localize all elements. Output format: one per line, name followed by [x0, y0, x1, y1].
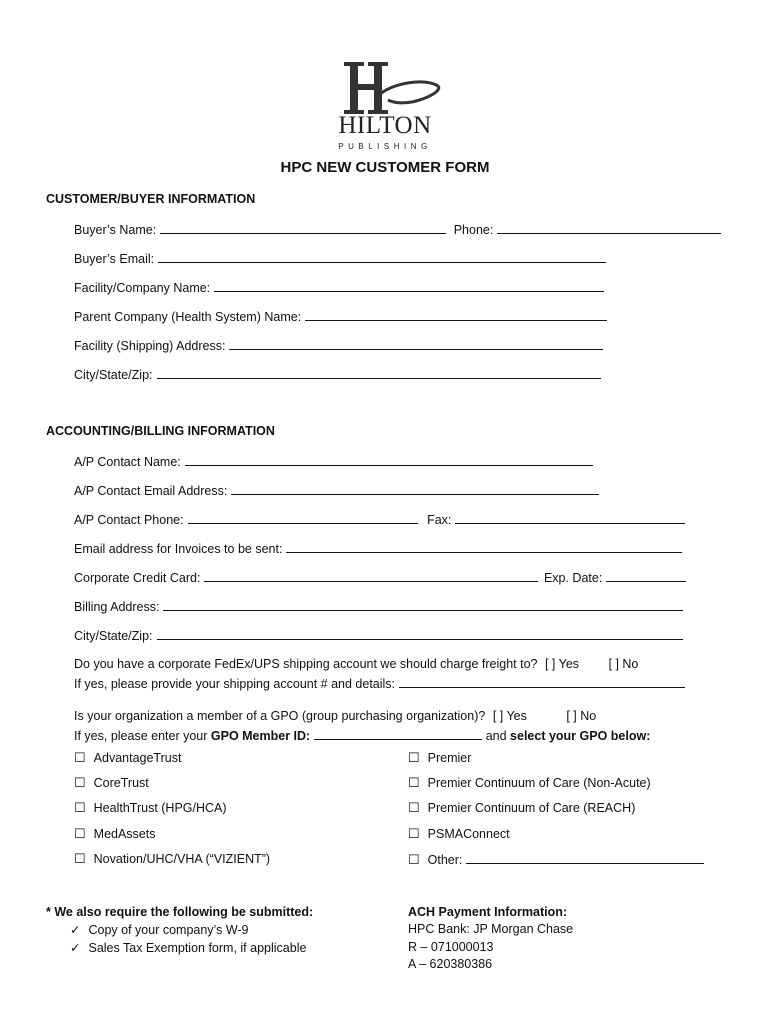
ach-routing: R – 071000013 [408, 940, 494, 954]
billing-city-label: City/State/Zip: [74, 629, 153, 643]
gpo-left-item[interactable] [74, 826, 156, 842]
gpo-right-item[interactable] [408, 851, 704, 868]
parent-company-label: Parent Company (Health System) Name: [74, 310, 302, 324]
freight-details-row [74, 675, 685, 691]
check-icon: ✓ [70, 923, 81, 937]
gpo-member-id-field[interactable] [314, 727, 482, 740]
ap-contact-phone-row [74, 511, 685, 527]
fax-field[interactable] [455, 511, 685, 524]
requirement-item [70, 922, 249, 937]
gpo-member-row [74, 727, 650, 743]
checkbox-icon: ☐ [408, 800, 420, 815]
gpo-question-row [74, 709, 596, 723]
gpo-option-label: AdvantageTrust [93, 751, 182, 765]
buyer-email-row [74, 250, 606, 266]
gpo-yes-option[interactable]: [ ] Yes [492, 709, 527, 723]
buyer-email-field[interactable] [158, 250, 606, 263]
gpo-option-label: Premier Continuum of Care (Non-Acute) [427, 776, 651, 790]
logo-subtitle: PUBLISHING [338, 142, 432, 151]
ap-contact-email-field[interactable] [231, 482, 599, 495]
gpo-left-item[interactable] [74, 800, 227, 816]
billing-section-heading: ACCOUNTING/BILLING INFORMATION [46, 424, 275, 438]
checkbox-icon: ☐ [74, 800, 86, 815]
check-icon: ✓ [70, 941, 81, 955]
gpo-left-item[interactable] [74, 750, 181, 766]
gpo-left-item[interactable] [74, 851, 270, 867]
gpo-left-item[interactable] [74, 775, 149, 791]
requirement-item [70, 940, 306, 955]
checkbox-icon: ☐ [74, 826, 86, 841]
buyer-name-field[interactable] [160, 221, 446, 234]
checkbox-icon: ☐ [74, 775, 86, 790]
ap-contact-name-label: A/P Contact Name: [74, 455, 181, 469]
gpo-question: Is your organization a member of a GPO (group purchasing organization)? [74, 709, 486, 723]
fax-label: Fax: [427, 513, 452, 527]
logo-mark-icon [322, 60, 448, 116]
checkbox-icon: ☐ [408, 775, 420, 790]
gpo-right-item[interactable] [408, 775, 651, 791]
facility-name-field[interactable] [214, 279, 604, 292]
requirements-heading: * We also require the following be submitted: [46, 905, 314, 919]
facility-name-row [74, 279, 604, 295]
exp-date-field[interactable] [606, 569, 686, 582]
form-title: HPC NEW CUSTOMER FORM [280, 159, 490, 176]
gpo-option-label: CoreTrust [93, 776, 149, 790]
gpo-select-label: select your GPO below: [510, 729, 651, 743]
logo-name: HILTON [338, 112, 432, 139]
checkbox-icon: ☐ [408, 852, 420, 867]
exp-date-label: Exp. Date: [543, 571, 603, 585]
phone-field[interactable] [497, 221, 721, 234]
gpo-right-item[interactable] [408, 750, 471, 766]
buyer-name-row [74, 221, 721, 237]
gpo-and: and [485, 729, 507, 743]
ap-contact-phone-label: A/P Contact Phone: [74, 513, 184, 527]
invoice-email-row [74, 540, 682, 556]
billing-city-field[interactable] [157, 627, 683, 640]
parent-company-field[interactable] [305, 308, 607, 321]
gpo-option-label: Novation/UHC/VHA (“VIZIENT”) [93, 852, 271, 866]
billing-address-field[interactable] [163, 598, 683, 611]
gpo-prefix: If yes, please enter your [74, 729, 208, 743]
ach-heading: ACH Payment Information: [408, 905, 568, 919]
credit-card-field[interactable] [204, 569, 538, 582]
requirement-label: Copy of your company’s W-9 [88, 923, 249, 937]
shipping-address-field[interactable] [229, 337, 603, 350]
ap-contact-name-field[interactable] [185, 453, 593, 466]
ach-bank: HPC Bank: JP Morgan Chase [408, 922, 574, 936]
gpo-no-option[interactable]: [ ] No [566, 709, 597, 723]
gpo-option-label: Premier [427, 751, 472, 765]
freight-question: Do you have a corporate FedEx/UPS shipping account we should charge freight to? [74, 657, 538, 671]
buyer-email-label: Buyer’s Email: [74, 252, 155, 266]
ap-contact-phone-field[interactable] [188, 511, 418, 524]
gpo-right-item[interactable] [408, 826, 510, 842]
billing-address-label: Billing Address: [74, 600, 160, 614]
gpo-right-item[interactable] [408, 800, 635, 816]
customer-section-heading: CUSTOMER/BUYER INFORMATION [46, 192, 256, 206]
checkbox-icon: ☐ [74, 851, 86, 866]
ap-contact-name-row [74, 453, 593, 469]
ap-contact-email-label: A/P Contact Email Address: [74, 484, 228, 498]
checkbox-icon: ☐ [74, 750, 86, 765]
hilton-publishing-logo [322, 60, 448, 160]
freight-no-option[interactable]: [ ] No [608, 657, 639, 671]
shipping-address-row [74, 337, 603, 353]
requirement-label: Sales Tax Exemption form, if applicable [88, 941, 307, 955]
freight-question-row [74, 657, 638, 671]
customer-city-field[interactable] [157, 366, 601, 379]
buyer-name-label: Buyer’s Name: [74, 223, 157, 237]
shipping-address-label: Facility (Shipping) Address: [74, 339, 226, 353]
billing-city-row [74, 627, 683, 643]
invoice-email-field[interactable] [286, 540, 682, 553]
freight-yes-option[interactable]: [ ] Yes [544, 657, 580, 671]
gpo-member-id-label: GPO Member ID: [210, 729, 311, 743]
customer-city-row [74, 366, 601, 382]
facility-name-label: Facility/Company Name: [74, 281, 211, 295]
checkbox-icon: ☐ [408, 826, 420, 841]
parent-company-row [74, 308, 607, 324]
freight-details-field[interactable] [399, 675, 685, 688]
credit-card-label: Corporate Credit Card: [74, 571, 201, 585]
freight-details-label: If yes, please provide your shipping account # and details: [74, 677, 396, 691]
gpo-option-label: MedAssets [93, 827, 156, 841]
gpo-option-label: HealthTrust (HPG/HCA) [93, 801, 227, 815]
gpo-other-field[interactable] [466, 851, 704, 864]
ap-contact-email-row [74, 482, 599, 498]
customer-city-label: City/State/Zip: [74, 368, 153, 382]
gpo-option-label: PSMAConnect [427, 827, 510, 841]
gpo-option-label: Premier Continuum of Care (REACH) [427, 801, 636, 815]
checkbox-icon: ☐ [408, 750, 420, 765]
phone-label: Phone: [453, 223, 494, 237]
gpo-option-label: Other: [427, 853, 463, 867]
billing-address-row [74, 598, 683, 614]
credit-card-row [74, 569, 686, 585]
invoice-email-label: Email address for Invoices to be sent: [74, 542, 283, 556]
ach-account: A – 620380386 [408, 957, 493, 971]
